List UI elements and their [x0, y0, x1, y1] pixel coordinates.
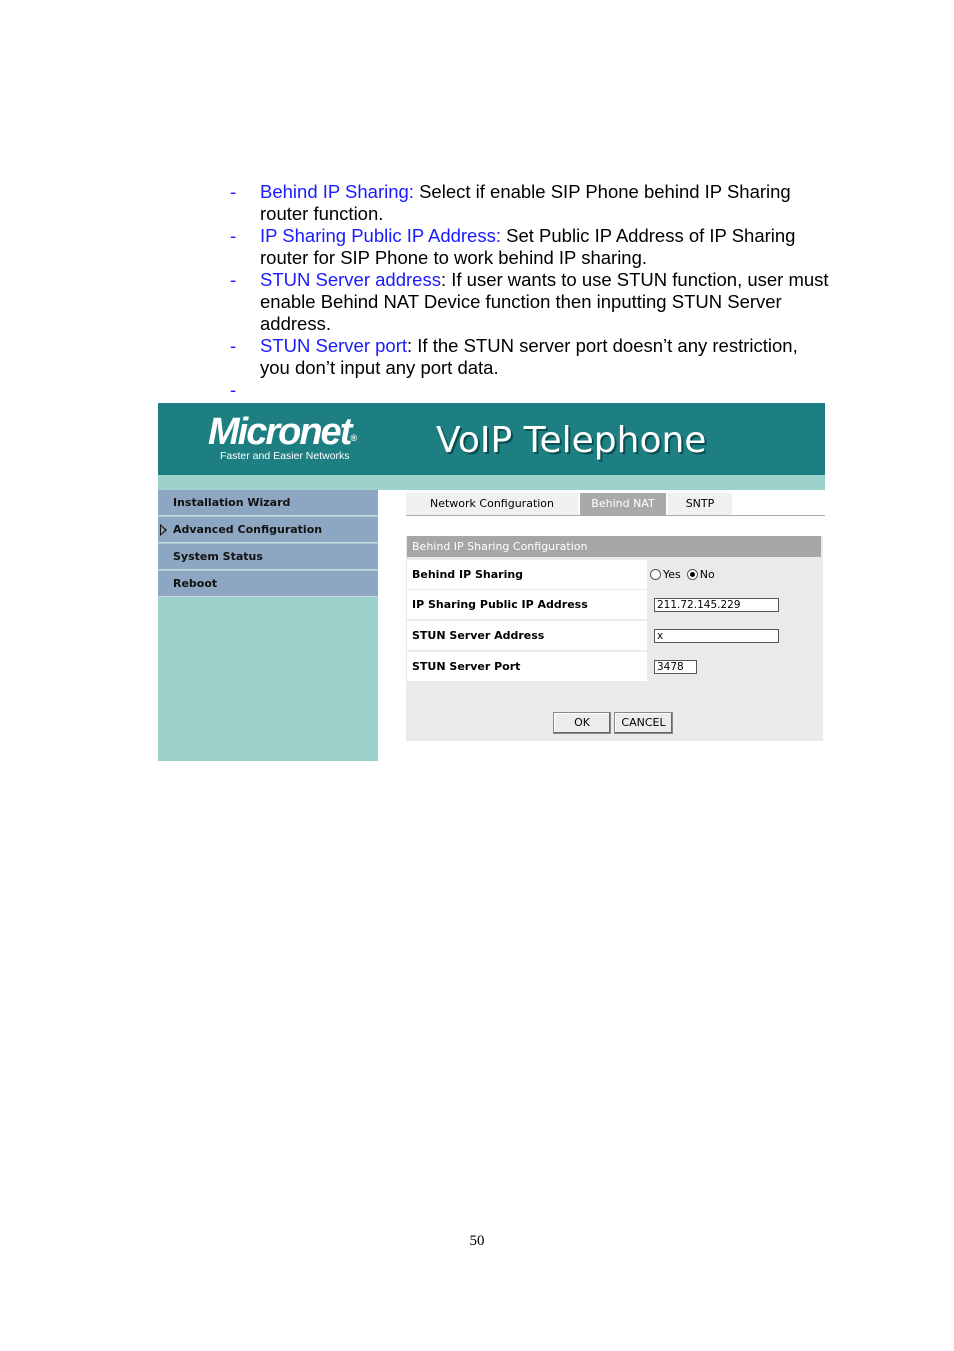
term-stun-address: STUN Server address: [260, 269, 441, 290]
stun-address-label: STUN Server Address: [407, 621, 647, 650]
term-public-ip: IP Sharing Public IP Address:: [260, 225, 501, 246]
voip-screenshot: [158, 403, 825, 761]
stun-port-label: STUN Server Port: [407, 652, 647, 681]
list-item: [230, 225, 830, 269]
sidebar-item-installation-wizard[interactable]: [158, 490, 378, 516]
radio-yes[interactable]: [650, 569, 661, 580]
list-dash: -: [230, 335, 237, 356]
desc-behind-ip-sharing: Select if enable SIP Phone behind IP Sharing router function.: [260, 181, 791, 224]
page-number: 50: [469, 1233, 485, 1249]
tab-behind-nat[interactable]: Behind NAT: [580, 493, 666, 515]
list-dash: -: [230, 181, 237, 202]
logo-tagline: Faster and Easier Networks: [220, 450, 350, 462]
list-item: [230, 181, 830, 225]
stun-address-input[interactable]: x: [654, 629, 779, 643]
current-page-arrow-icon: [160, 524, 167, 536]
desc-public-ip: Set Public IP Address of IP Sharing router for SIP Phone to work behind IP sharing.: [260, 225, 796, 268]
sidebar-item-label: Installation Wizard: [173, 496, 291, 509]
sidebar-item-label: Advanced Configuration: [173, 523, 323, 536]
desc-stun-address: : If user wants to use STUN function, user must enable Behind NAT Device function then inputting STUN Server address.: [260, 269, 829, 334]
logo-registered-mark: ®: [350, 433, 357, 443]
public-ip-input[interactable]: 211.72.145.229: [654, 598, 779, 612]
app-title: VoIP Telephone: [436, 420, 707, 461]
list-dash: -: [230, 269, 237, 290]
behind-ip-sharing-label: Behind IP Sharing: [407, 560, 647, 589]
micronet-logo: [208, 413, 357, 462]
behind-ip-sharing-options: [650, 560, 721, 589]
description-list: [230, 181, 830, 400]
sidebar: [158, 490, 378, 761]
config-panel: [406, 536, 823, 741]
tab-sntp[interactable]: SNTP: [668, 493, 732, 515]
desc-stun-port: : If the STUN server port doesn’t any restriction, you don’t input any port data.: [260, 335, 798, 378]
sidebar-item-reboot[interactable]: [158, 571, 378, 597]
sidebar-item-advanced-configuration[interactable]: [158, 517, 378, 543]
stun-port-input[interactable]: 3478: [654, 660, 697, 674]
main-content: [378, 490, 825, 761]
header-banner: [158, 403, 825, 475]
sidebar-item-label: System Status: [173, 550, 263, 563]
radio-no[interactable]: [687, 569, 698, 580]
panel-header: Behind IP Sharing Configuration: [407, 536, 821, 557]
header-band: [158, 475, 825, 490]
sidebar-item-system-status[interactable]: [158, 544, 378, 570]
sidebar-item-label: Reboot: [173, 577, 218, 590]
tab-bar: [406, 493, 825, 516]
list-dash: -: [230, 225, 237, 246]
ok-button[interactable]: OK: [553, 712, 611, 734]
list-item: [230, 269, 830, 335]
list-dash: -: [230, 379, 237, 400]
list-item: [230, 335, 830, 379]
radio-yes-label: Yes: [663, 568, 681, 582]
cancel-button[interactable]: CANCEL: [614, 712, 673, 734]
term-behind-ip-sharing: Behind IP Sharing:: [260, 181, 414, 202]
public-ip-label: IP Sharing Public IP Address: [407, 590, 647, 619]
term-stun-port: STUN Server port: [260, 335, 408, 356]
radio-no-label: No: [699, 568, 715, 582]
tab-network-configuration[interactable]: Network Configuration: [406, 493, 578, 515]
logo-text: Micronet: [208, 411, 351, 453]
